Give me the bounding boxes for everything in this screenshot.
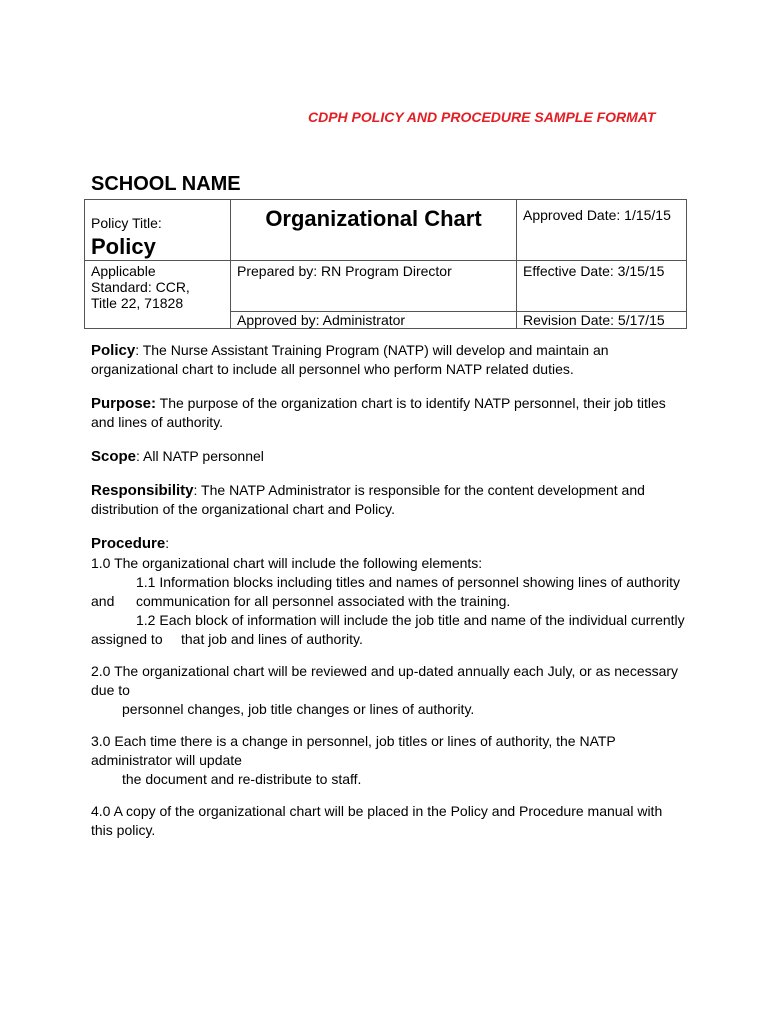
procedure-line: assigned to — [91, 631, 163, 647]
procedure-line: personnel changes, job title changes or lines of authority. — [122, 701, 475, 717]
procedure-line: and — [91, 593, 115, 609]
prepared-by: Prepared by: RN Program Director — [237, 263, 452, 279]
approved-date-cell — [517, 200, 687, 261]
procedure-colon: : — [165, 535, 170, 551]
effective-date: Effective Date: 3/15/15 — [523, 263, 665, 279]
document-title: Organizational Chart — [265, 206, 482, 231]
procedure-line: 1.1 Information blocks including titles and names of personnel showing lines of authority — [136, 574, 680, 590]
procedure-line: that job and lines of authority. — [181, 631, 363, 647]
procedure-line: due to — [91, 682, 130, 698]
procedure-line: the document and re-distribute to staff. — [122, 771, 362, 787]
applicable-standard-line: Standard: CCR, — [91, 279, 190, 295]
prepared-by-cell — [231, 261, 517, 312]
policy-label: Policy — [91, 234, 156, 259]
policy-info-table — [84, 199, 687, 329]
format-title: CDPH POLICY AND PROCEDURE SAMPLE FORMAT — [308, 109, 656, 125]
procedure-heading: Procedure — [91, 535, 166, 552]
scope-heading: Scope — [91, 448, 137, 465]
approved-by-cell — [231, 312, 517, 329]
purpose-text: The purpose of the organization chart is to identify NATP personnel, their job titles and lines of authority. — [91, 395, 666, 430]
procedure-line: 2.0 The organizational chart will be reviewed and up-dated annually each July, or as necessary — [91, 663, 679, 679]
applicable-standard-line: Applicable — [91, 263, 156, 279]
scope-section — [91, 447, 681, 466]
procedure-line: this policy. — [91, 822, 156, 838]
revision-date: Revision Date: 5/17/15 — [523, 312, 665, 328]
purpose-section — [91, 394, 681, 432]
revision-date-cell — [517, 312, 687, 329]
table-row — [85, 261, 687, 312]
scope-text: : All NATP personnel — [136, 448, 264, 464]
procedure-heading-line — [91, 534, 681, 553]
school-name: SCHOOL NAME — [91, 173, 241, 195]
purpose-heading: Purpose: — [91, 395, 157, 412]
approved-date: Approved Date: 1/15/15 — [523, 207, 671, 223]
policy-title-label: Policy Title: — [91, 215, 162, 231]
policy-title-cell — [85, 200, 231, 261]
responsibility-text: : The NATP Administrator is responsible for the content development and distribution of the organizational chart and Policy. — [91, 482, 645, 517]
table-row — [85, 200, 687, 261]
document-title-cell — [231, 200, 517, 261]
policy-section — [91, 341, 681, 379]
policy-heading: Policy — [91, 342, 136, 359]
approved-by: Approved by: Administrator — [237, 312, 406, 328]
policy-text: : The Nurse Assistant Training Program (NATP) will develop and maintain an organizational chart to include all personnel who perform NATP related duties. — [91, 342, 609, 377]
applicable-standard-line: Title 22, 71828 — [91, 295, 184, 311]
responsibility-heading: Responsibility — [91, 482, 194, 499]
responsibility-section — [91, 481, 681, 519]
procedure-line: communication for all personnel associated with the training. — [136, 593, 511, 609]
effective-date-cell — [517, 261, 687, 312]
procedure-line: 1.0 The organizational chart will include the following elements: — [91, 555, 483, 571]
procedure-line: 1.2 Each block of information will include the job title and name of the individual currently — [136, 612, 685, 628]
procedure-line: administrator will update — [91, 752, 242, 768]
procedure-line: 3.0 Each time there is a change in personnel, job titles or lines of authority, the NATP — [91, 733, 616, 749]
procedure-line: 4.0 A copy of the organizational chart will be placed in the Policy and Procedure manual with — [91, 803, 663, 819]
applicable-standard-cell — [85, 261, 231, 329]
